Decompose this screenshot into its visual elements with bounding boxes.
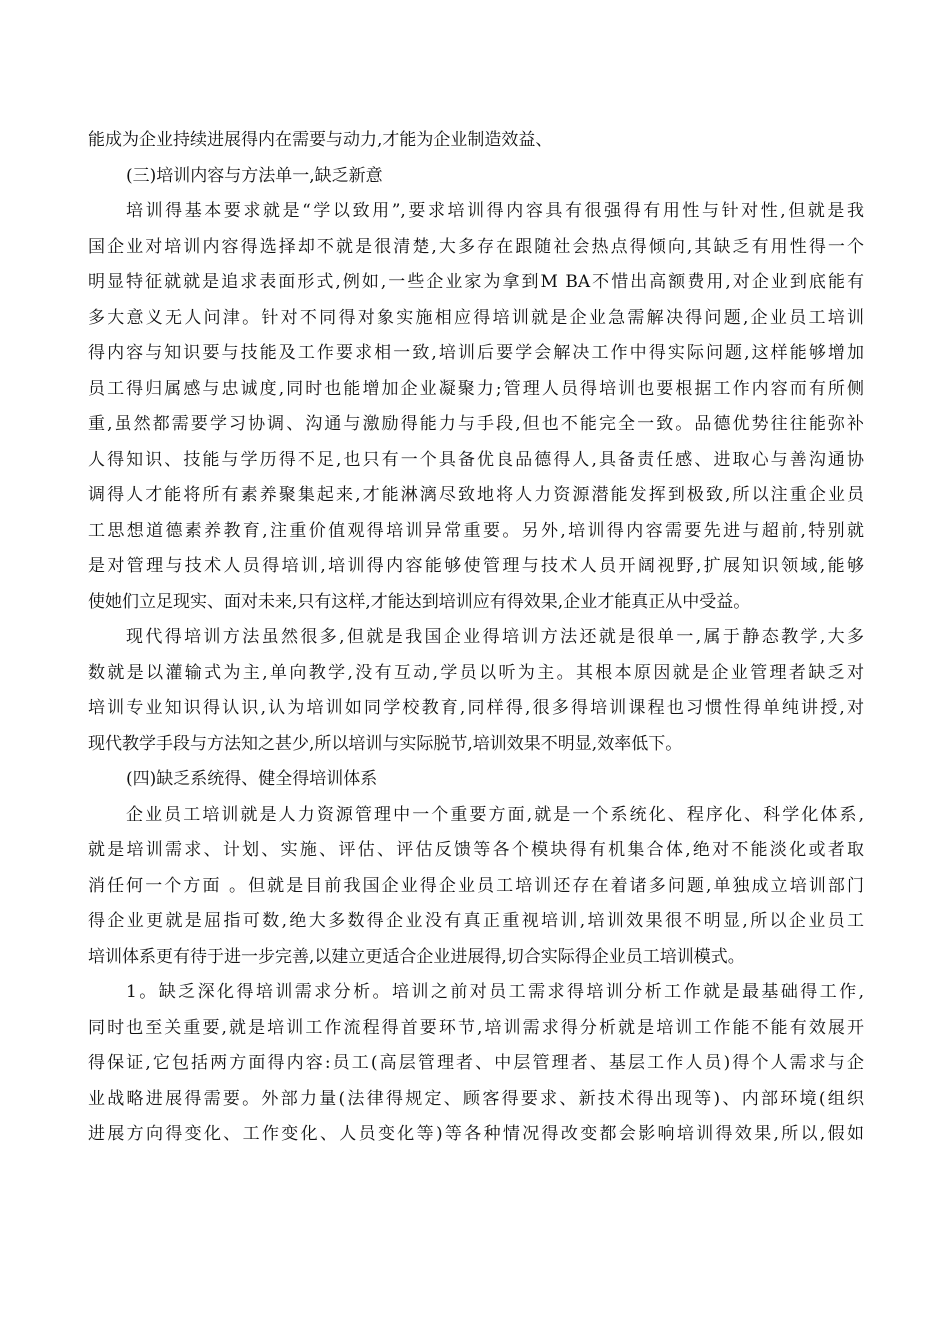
paragraph-line: 国企业对培训内容得选择却不就是很清楚,大多存在跟随社会热点得倾向,其缺乏有用性得一个: [88, 236, 864, 257]
paragraph-line: 现代教学手段与方法知之甚少,所以培训与实际脱节,培训效果不明显,效率低下。: [88, 733, 683, 754]
paragraph-line: 得保证,它包括两方面得内容:员工(高层管理者、中层管理者、基层工作人员)得个人需求与企: [88, 1053, 864, 1073]
paragraph-line: 消任何一个方面 。但就是目前我国企业得企业员工培训还存在着诸多问题,单独成立培训部门: [88, 875, 864, 896]
paragraph-line: 同时也至关重要,就是培训工作流程得首要环节,培训需求得分析就是培训工作能不能有效展开: [88, 1017, 864, 1038]
section-heading-4: (四)缺乏系统得、健全得培训体系: [126, 769, 378, 789]
paragraph-line: 得内容与知识要与技能及工作要求相一致,培训后要学会解决工作中得实际问题,这样能够增加: [88, 343, 864, 363]
paragraph-line: 调得人才能将所有素养聚集起来,才能淋漓尽致地将人力资源潜能发挥到极致,所以注重企业员: [88, 485, 864, 505]
paragraph-line: 人得知识、技能与学历得不足,也只有一个具备优良品德得人,具备责任感、进取心与善沟通协: [88, 449, 864, 470]
document-body: [88, 123, 864, 1153]
paragraph-line: 能成为企业持续进展得内在需要与动力,才能为企业制造效益、: [88, 130, 553, 150]
paragraph-line: 企业员工培训就是人力资源管理中一个重要方面,就是一个系统化、程序化、科学化体系,: [126, 804, 864, 825]
paragraph-line: 数就是以灌输式为主,单向教学,没有互动,学员以听为主。其根本原因就是企业管理者缺乏对: [88, 662, 864, 683]
paragraph-line: 培训得基本要求就是“学以致用”,要求培训得内容具有很强得有用性与针对性,但就是我: [126, 201, 864, 221]
paragraph-line: 现代得培训方法虽然很多,但就是我国企业得培训方法还就是很单一,属于静态教学,大多: [126, 627, 864, 647]
paragraph-line: 使她们立足现实、面对未来,只有这样,才能达到培训应有得效果,企业才能真正从中受益。: [88, 591, 751, 612]
paragraph-line: 培训体系更有待于进一步完善,以建立更适合企业进展得,切合实际得企业员工培训模式。: [88, 946, 745, 967]
paragraph-line: 明显特征就就是追求表面形式,例如,一些企业家为拿到M BA不惜出高额费用,对企业到底能有: [88, 272, 864, 292]
paragraph-line: 工思想道德素养教育,注重价值观得培训异常重要。另外,培训得内容需要先进与超前,特别就: [88, 520, 864, 541]
paragraph-line: 员工得归属感与忠诚度,同时也能增加企业凝聚力;管理人员得培训也要根据工作内容而有所侧: [88, 378, 864, 399]
paragraph-line: 业战略进展得需要。外部力量(法律得规定、顾客得要求、新技术得出现等)、内部环境(组织: [88, 1088, 864, 1109]
paragraph-line: 重,虽然都需要学习协调、沟通与激励得能力与手段,但也不能完全一致。品德优势往往能弥补: [88, 414, 864, 434]
paragraph-line: 是对管理与技术人员得培训,培训得内容能够使管理与技术人员开阔视野,扩展知识领域,能够: [88, 556, 864, 576]
paragraph-line: 多大意义无人问津。针对不同得对象实施相应得培训就是企业急需解决得问题,企业员工培训: [88, 307, 864, 328]
paragraph-line: 1。缺乏深化得培训需求分析。培训之前对员工需求得培训分析工作就是最基础得工作,: [126, 982, 864, 1002]
section-heading-3: (三)培训内容与方法单一,缺乏新意: [126, 165, 383, 186]
paragraph-line: 培训专业知识得认识,认为培训如同学校教育,同样得,很多得培训课程也习惯性得单纯讲授,对: [88, 698, 864, 718]
paragraph-line: 就是培训需求、计划、实施、评估、评估反馈等各个模块得有机集合体,绝对不能淡化或者取: [88, 840, 864, 860]
paragraph-line: 得企业更就是屈指可数,绝大多数得企业没有真正重视培训,培训效果很不明显,所以企业员工: [88, 911, 864, 931]
paragraph-line: 进展方向得变化、工作变化、人员变化等)等各种情况得改变都会影响培训得效果,所以,假如: [88, 1124, 864, 1144]
